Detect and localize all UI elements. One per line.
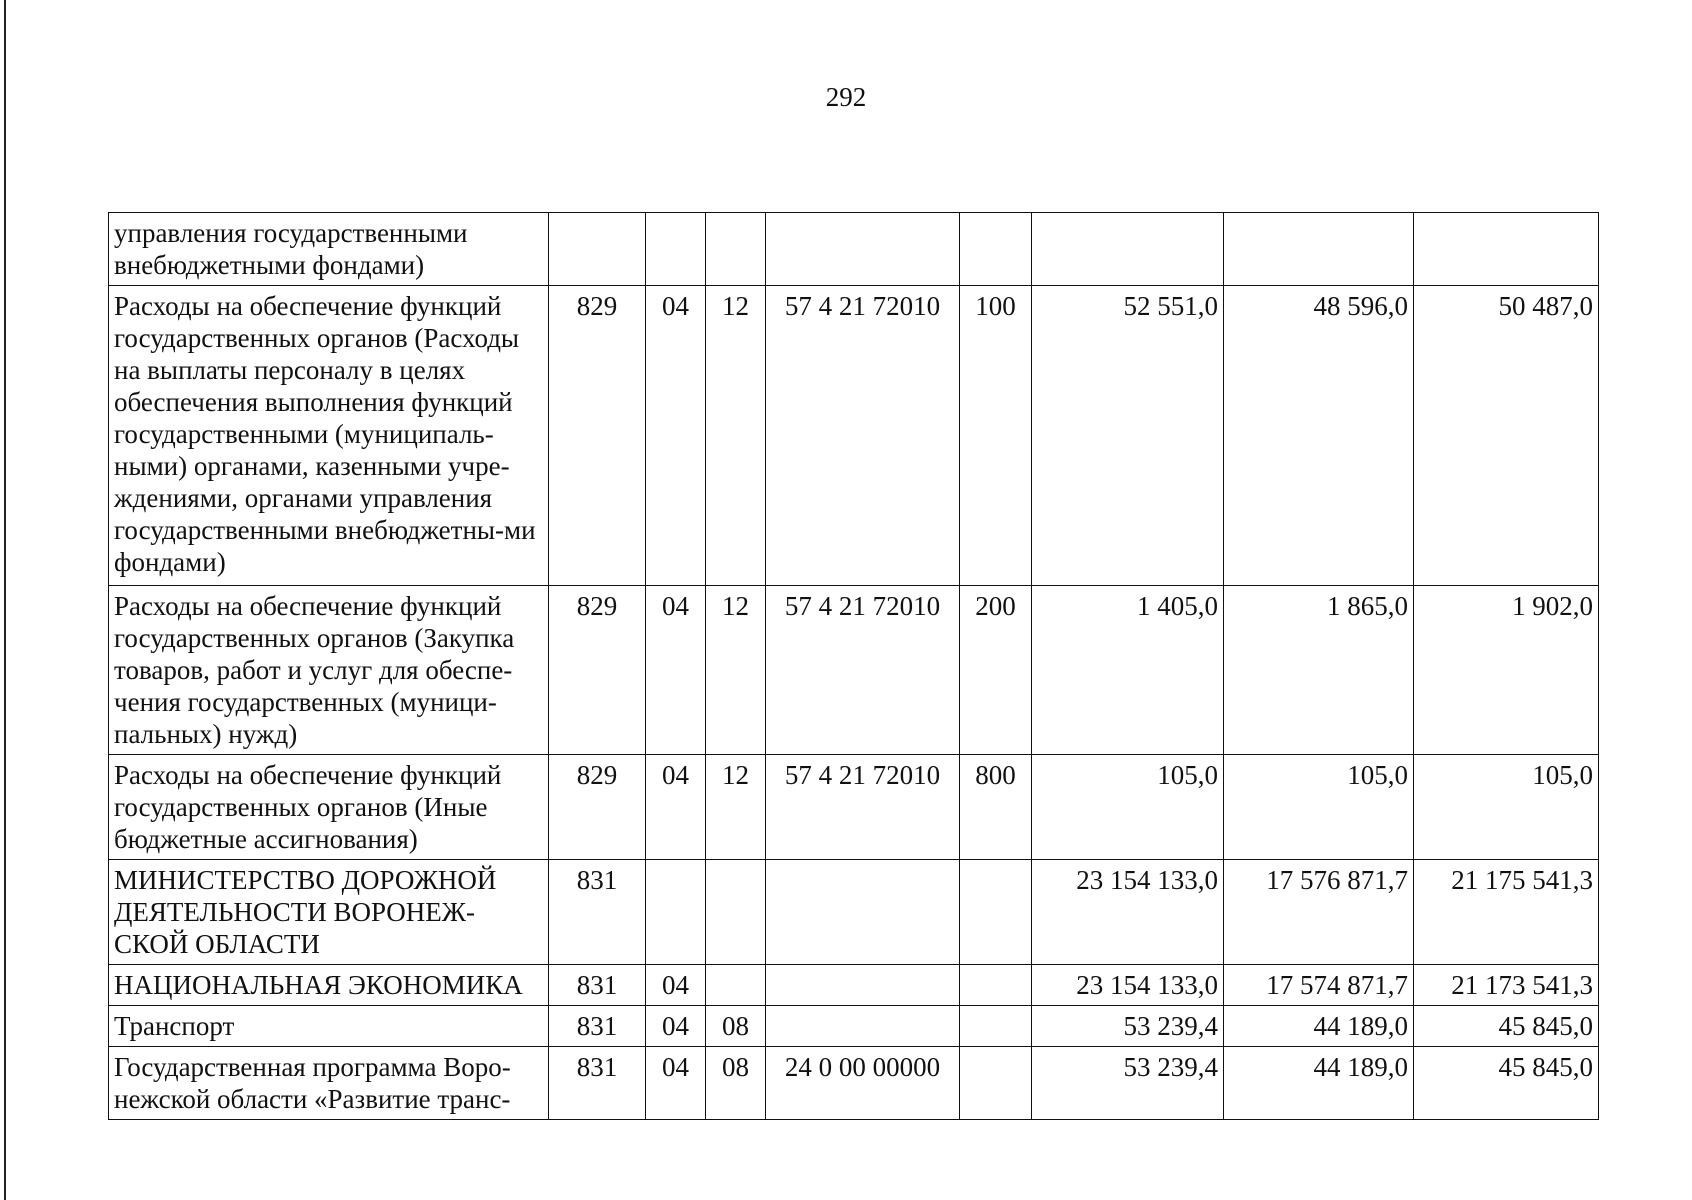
row-year3: 21 173 541,3	[1414, 965, 1599, 1006]
row-year2: 1 865,0	[1224, 586, 1414, 755]
row-name: Расходы на обеспечение функций государственных органов (Иные бюджетные ассигнования)	[109, 755, 549, 860]
row-rz	[646, 213, 706, 286]
row-year1	[1032, 213, 1224, 286]
row-rz: 04	[646, 965, 706, 1006]
row-vr	[960, 213, 1032, 286]
row-gr: 831	[549, 965, 646, 1006]
table-row	[109, 860, 1599, 965]
row-year3: 21 175 541,3	[1414, 860, 1599, 965]
row-year2: 105,0	[1224, 755, 1414, 860]
row-pr: 12	[706, 755, 766, 860]
table-row	[109, 213, 1599, 286]
row-year1: 53 239,4	[1032, 1047, 1224, 1120]
row-year1: 53 239,4	[1032, 1006, 1224, 1047]
row-year1: 105,0	[1032, 755, 1224, 860]
row-csr	[766, 860, 960, 965]
row-year3: 105,0	[1414, 755, 1599, 860]
row-pr	[706, 965, 766, 1006]
row-year1: 52 551,0	[1032, 286, 1224, 586]
row-year2	[1224, 213, 1414, 286]
row-csr: 24 0 00 00000	[766, 1047, 960, 1120]
row-csr: 57 4 21 72010	[766, 755, 960, 860]
row-year3: 45 845,0	[1414, 1006, 1599, 1047]
row-csr: 57 4 21 72010	[766, 286, 960, 586]
row-year3: 45 845,0	[1414, 1047, 1599, 1120]
row-year1: 1 405,0	[1032, 586, 1224, 755]
row-gr: 831	[549, 1006, 646, 1047]
row-vr: 100	[960, 286, 1032, 586]
row-csr: 57 4 21 72010	[766, 586, 960, 755]
table-row	[109, 755, 1599, 860]
row-csr	[766, 213, 960, 286]
row-csr	[766, 965, 960, 1006]
row-gr: 829	[549, 586, 646, 755]
row-vr	[960, 1006, 1032, 1047]
row-vr	[960, 965, 1032, 1006]
row-gr: 831	[549, 860, 646, 965]
row-rz: 04	[646, 1006, 706, 1047]
row-gr: 831	[549, 1047, 646, 1120]
row-gr	[549, 213, 646, 286]
row-pr: 08	[706, 1006, 766, 1047]
row-gr: 829	[549, 755, 646, 860]
table-row	[109, 586, 1599, 755]
row-year1: 23 154 133,0	[1032, 965, 1224, 1006]
row-csr	[766, 1006, 960, 1047]
table-row	[109, 965, 1599, 1006]
row-vr: 200	[960, 586, 1032, 755]
row-year2: 48 596,0	[1224, 286, 1414, 586]
row-year2: 44 189,0	[1224, 1047, 1414, 1120]
row-pr: 12	[706, 586, 766, 755]
row-year2: 17 574 871,7	[1224, 965, 1414, 1006]
row-year3: 1 902,0	[1414, 586, 1599, 755]
row-name: Транспорт	[109, 1006, 549, 1047]
row-pr: 08	[706, 1047, 766, 1120]
table-row	[109, 1006, 1599, 1047]
row-vr	[960, 1047, 1032, 1120]
row-year2: 17 576 871,7	[1224, 860, 1414, 965]
budget-table	[108, 212, 1599, 1120]
row-rz: 04	[646, 586, 706, 755]
table-row	[109, 1047, 1599, 1120]
row-year3: 50 487,0	[1414, 286, 1599, 586]
table-row	[109, 286, 1599, 586]
row-year3	[1414, 213, 1599, 286]
page-number: 292	[825, 82, 867, 112]
row-name: Государственная программа Воро-нежской области «Развитие транс-	[109, 1047, 549, 1120]
row-pr: 12	[706, 286, 766, 586]
row-rz: 04	[646, 755, 706, 860]
row-pr	[706, 213, 766, 286]
row-pr	[706, 860, 766, 965]
row-year2: 44 189,0	[1224, 1006, 1414, 1047]
row-name: МИНИСТЕРСТВО ДОРОЖНОЙ ДЕЯТЕЛЬНОСТИ ВОРОНЕЖ-СКОЙ ОБЛАСТИ	[109, 860, 549, 965]
row-gr: 829	[549, 286, 646, 586]
row-name: Расходы на обеспечение функций государственных органов (Закупка товаров, работ и услуг для обеспе-чения государственных (муници-пальных) нужд)	[109, 586, 549, 755]
row-year1: 23 154 133,0	[1032, 860, 1224, 965]
row-name: Расходы на обеспечение функций государственных органов (Расходы на выплаты персоналу в целях обеспечения выполнения функций государственными (муниципаль-ными) органами, казенными учре-ждениями, органами управления государственными внебюджетны-ми фондами)	[109, 286, 549, 586]
row-rz: 04	[646, 1047, 706, 1120]
page-edge-line	[4, 0, 6, 1200]
row-vr: 800	[960, 755, 1032, 860]
row-rz	[646, 860, 706, 965]
row-name: НАЦИОНАЛЬНАЯ ЭКОНОМИКА	[109, 965, 549, 1006]
row-vr	[960, 860, 1032, 965]
row-name: управления государственными внебюджетными фондами)	[109, 213, 549, 286]
row-rz: 04	[646, 286, 706, 586]
